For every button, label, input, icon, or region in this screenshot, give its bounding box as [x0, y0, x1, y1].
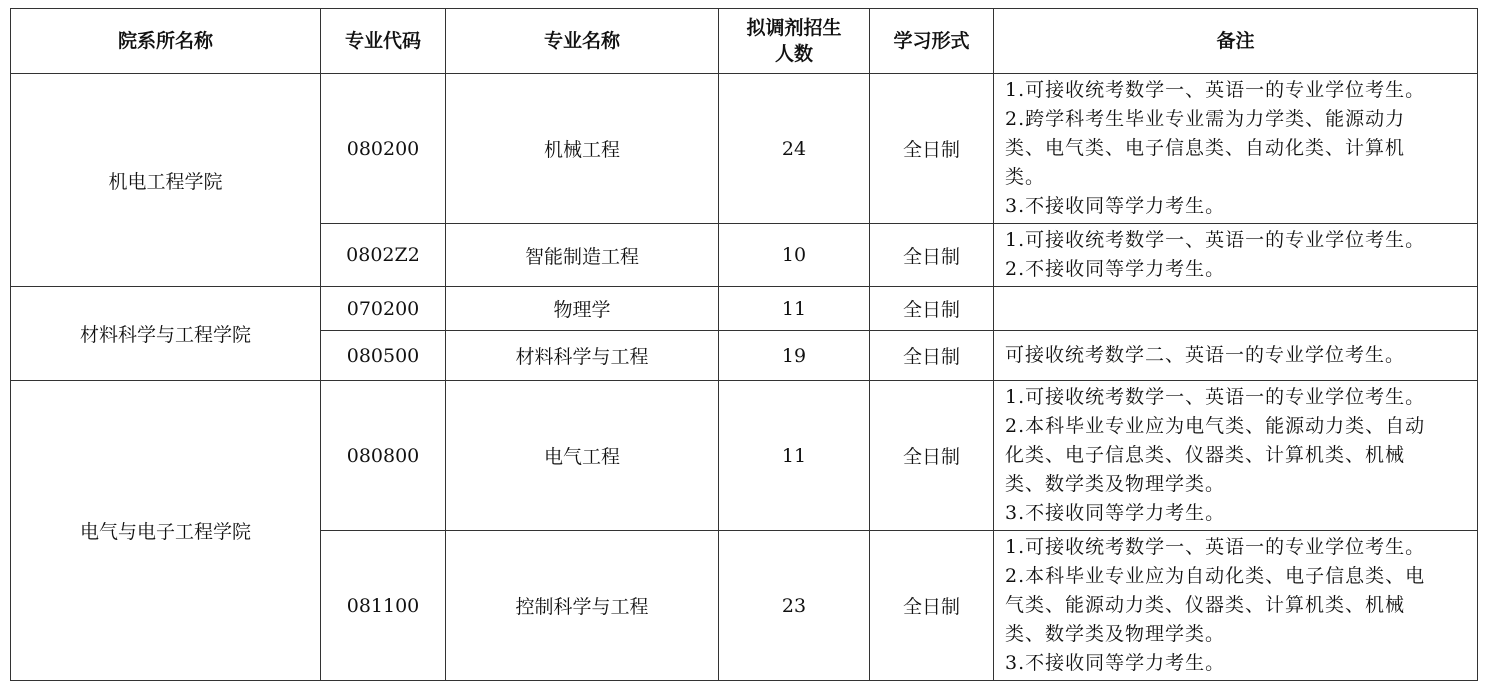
mode-cell: 全日制	[870, 287, 994, 331]
mode-cell: 全日制	[870, 74, 994, 224]
table-row	[11, 74, 1478, 224]
header-note: 备注	[994, 9, 1478, 74]
note-cell	[994, 531, 1478, 681]
note-line: 类。	[1005, 166, 1046, 188]
note-line: 2.本科毕业专业应为电气类、能源动力类、自动	[1005, 415, 1426, 437]
header-code: 专业代码	[321, 9, 446, 74]
note-line: 类、数学类及物理学类。	[1005, 473, 1226, 495]
note-cell	[994, 74, 1478, 224]
code-cell: 0802Z2	[321, 224, 446, 287]
note-line: 2.不接收同等学力考生。	[1005, 258, 1226, 280]
table-row	[11, 381, 1478, 531]
header-mode: 学习形式	[870, 9, 994, 74]
note-line: 1.可接收统考数学一、英语一的专业学位考生。	[1005, 229, 1426, 251]
count-cell: 10	[719, 224, 870, 287]
note-line: 1.可接收统考数学一、英语一的专业学位考生。	[1005, 536, 1426, 558]
header-row	[11, 9, 1478, 74]
name-cell: 机械工程	[446, 74, 719, 224]
dept-cell: 机电工程学院	[11, 74, 321, 287]
count-cell: 11	[719, 287, 870, 331]
header-count	[719, 9, 870, 74]
note-cell	[994, 224, 1478, 287]
code-cell: 070200	[321, 287, 446, 331]
header-name: 专业名称	[446, 9, 719, 74]
table-row	[11, 287, 1478, 331]
admission-table	[10, 8, 1478, 681]
code-cell: 080800	[321, 381, 446, 531]
name-cell: 材料科学与工程	[446, 331, 719, 381]
mode-cell: 全日制	[870, 331, 994, 381]
note-line: 类、数学类及物理学类。	[1005, 623, 1226, 645]
note-line: 3.不接收同等学力考生。	[1005, 502, 1226, 524]
note-line: 气类、能源动力类、仪器类、计算机类、机械	[1005, 594, 1406, 616]
note-cell	[994, 381, 1478, 531]
mode-cell: 全日制	[870, 224, 994, 287]
name-cell: 物理学	[446, 287, 719, 331]
note-line: 3.不接收同等学力考生。	[1005, 195, 1226, 217]
dept-cell: 电气与电子工程学院	[11, 381, 321, 681]
code-cell: 080200	[321, 74, 446, 224]
name-cell: 电气工程	[446, 381, 719, 531]
note-line: 2.本科毕业专业应为自动化类、电子信息类、电	[1005, 565, 1426, 587]
count-cell: 11	[719, 381, 870, 531]
mode-cell: 全日制	[870, 531, 994, 681]
header-dept: 院系所名称	[11, 9, 321, 74]
header-count-line1: 拟调剂招生	[746, 17, 842, 39]
note-cell	[994, 287, 1478, 331]
dept-cell: 材料科学与工程学院	[11, 287, 321, 381]
note-line: 化类、电子信息类、仪器类、计算机类、机械	[1005, 444, 1406, 466]
header-count-line2: 人数	[774, 43, 813, 65]
count-cell: 23	[719, 531, 870, 681]
name-cell: 控制科学与工程	[446, 531, 719, 681]
note-cell	[994, 331, 1478, 381]
count-cell: 19	[719, 331, 870, 381]
count-cell: 24	[719, 74, 870, 224]
note-line: 2.跨学科考生毕业专业需为力学类、能源动力	[1005, 108, 1406, 130]
name-cell: 智能制造工程	[446, 224, 719, 287]
mode-cell: 全日制	[870, 381, 994, 531]
note-line: 可接收统考数学二、英语一的专业学位考生。	[1005, 344, 1406, 366]
note-line: 1.可接收统考数学一、英语一的专业学位考生。	[1005, 386, 1426, 408]
code-cell: 080500	[321, 331, 446, 381]
code-cell: 081100	[321, 531, 446, 681]
note-line: 1.可接收统考数学一、英语一的专业学位考生。	[1005, 79, 1426, 101]
note-line: 类、电气类、电子信息类、自动化类、计算机	[1005, 137, 1406, 159]
note-line: 3.不接收同等学力考生。	[1005, 652, 1226, 674]
